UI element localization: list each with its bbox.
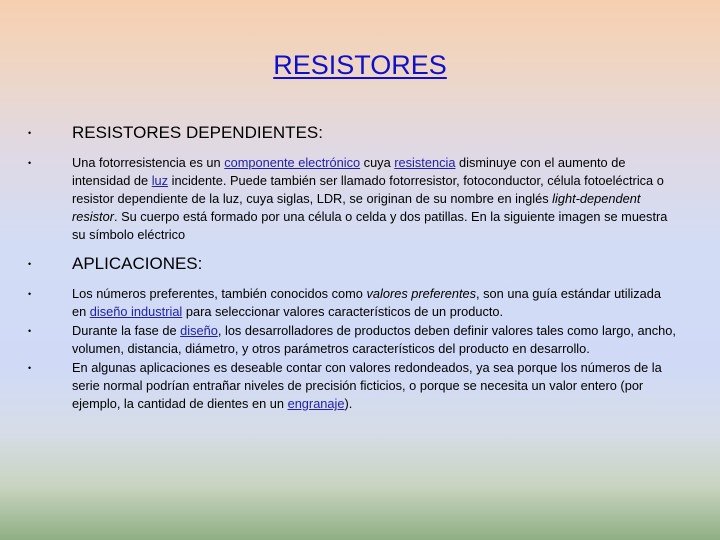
bullet-icon: • (28, 289, 32, 299)
paragraph-valores-redondeados (28, 359, 678, 413)
text-run: Durante la fase de (72, 323, 181, 338)
link-diseno[interactable]: diseño (180, 323, 218, 338)
text-run: En algunas aplicaciones es deseable contar con valores redondeados, ya sea porque los números de la serie normal podrían entrañar niveles de precisión ficticios, o porque se necesita un valor entero (por ejemplo, la cantidad de dientes en un (72, 360, 662, 411)
paragraph-numeros-preferentes (28, 285, 678, 321)
text-run: , los desarrolladores de productos deben definir valores tales como largo, ancho, volumen, distancia, diámetro, y otros parámetros característicos del producto en desarrollo. (72, 323, 676, 356)
text-run: para seleccionar valores característicos de un producto. (182, 304, 504, 319)
heading-text: APLICACIONES: (72, 254, 203, 273)
text-run: Los números preferentes, también conocidos como (72, 286, 367, 301)
link-resistencia[interactable]: resistencia (394, 155, 456, 170)
paragraph-fase-de-diseno (28, 322, 678, 358)
link-engranaje[interactable]: engranaje (287, 396, 345, 411)
text-run: . Su cuerpo está formado por una célula o celda y dos patillas. En la siguiente imagen se muestra su símbolo eléctrico (72, 209, 668, 242)
text-run: , son una guía estándar utilizada en (72, 286, 662, 319)
bullet-icon: • (28, 326, 32, 336)
slide-body (28, 122, 678, 422)
link-componente-electronico[interactable]: componente electrónico (224, 155, 361, 170)
text-run: ). (344, 396, 353, 411)
bullet-icon: • (28, 259, 32, 269)
heading-aplicaciones (28, 253, 678, 275)
emphasis-valores-preferentes: valores preferentes (366, 286, 477, 301)
emphasis-light-dependent-resistor: light-dependent resistor (72, 191, 641, 224)
heading-text: RESISTORES DEPENDIENTES: (72, 123, 323, 142)
text-run: disminuye con el aumento de intensidad de (72, 155, 626, 188)
bullet-icon: • (28, 128, 32, 138)
paragraph-fotorresistencia (28, 154, 678, 244)
bullet-icon: • (28, 158, 32, 168)
heading-resistores-dependientes (28, 122, 678, 144)
link-luz[interactable]: luz (151, 173, 169, 188)
text-run: cuya (360, 155, 395, 170)
text-run: Una fotorresistencia es un (72, 155, 225, 170)
text-run: incidente. Puede también ser llamado fotorresistor, fotoconductor, célula fotoeléctrica o resistor dependiente de la luz, cuya siglas, LDR, se originan de su nombre en inglés (72, 173, 664, 206)
bullet-icon: • (28, 363, 32, 373)
slide-title (0, 50, 720, 81)
link-diseno-industrial[interactable]: diseño industrial (89, 304, 183, 319)
slide-title-text: RESISTORES (273, 50, 447, 80)
